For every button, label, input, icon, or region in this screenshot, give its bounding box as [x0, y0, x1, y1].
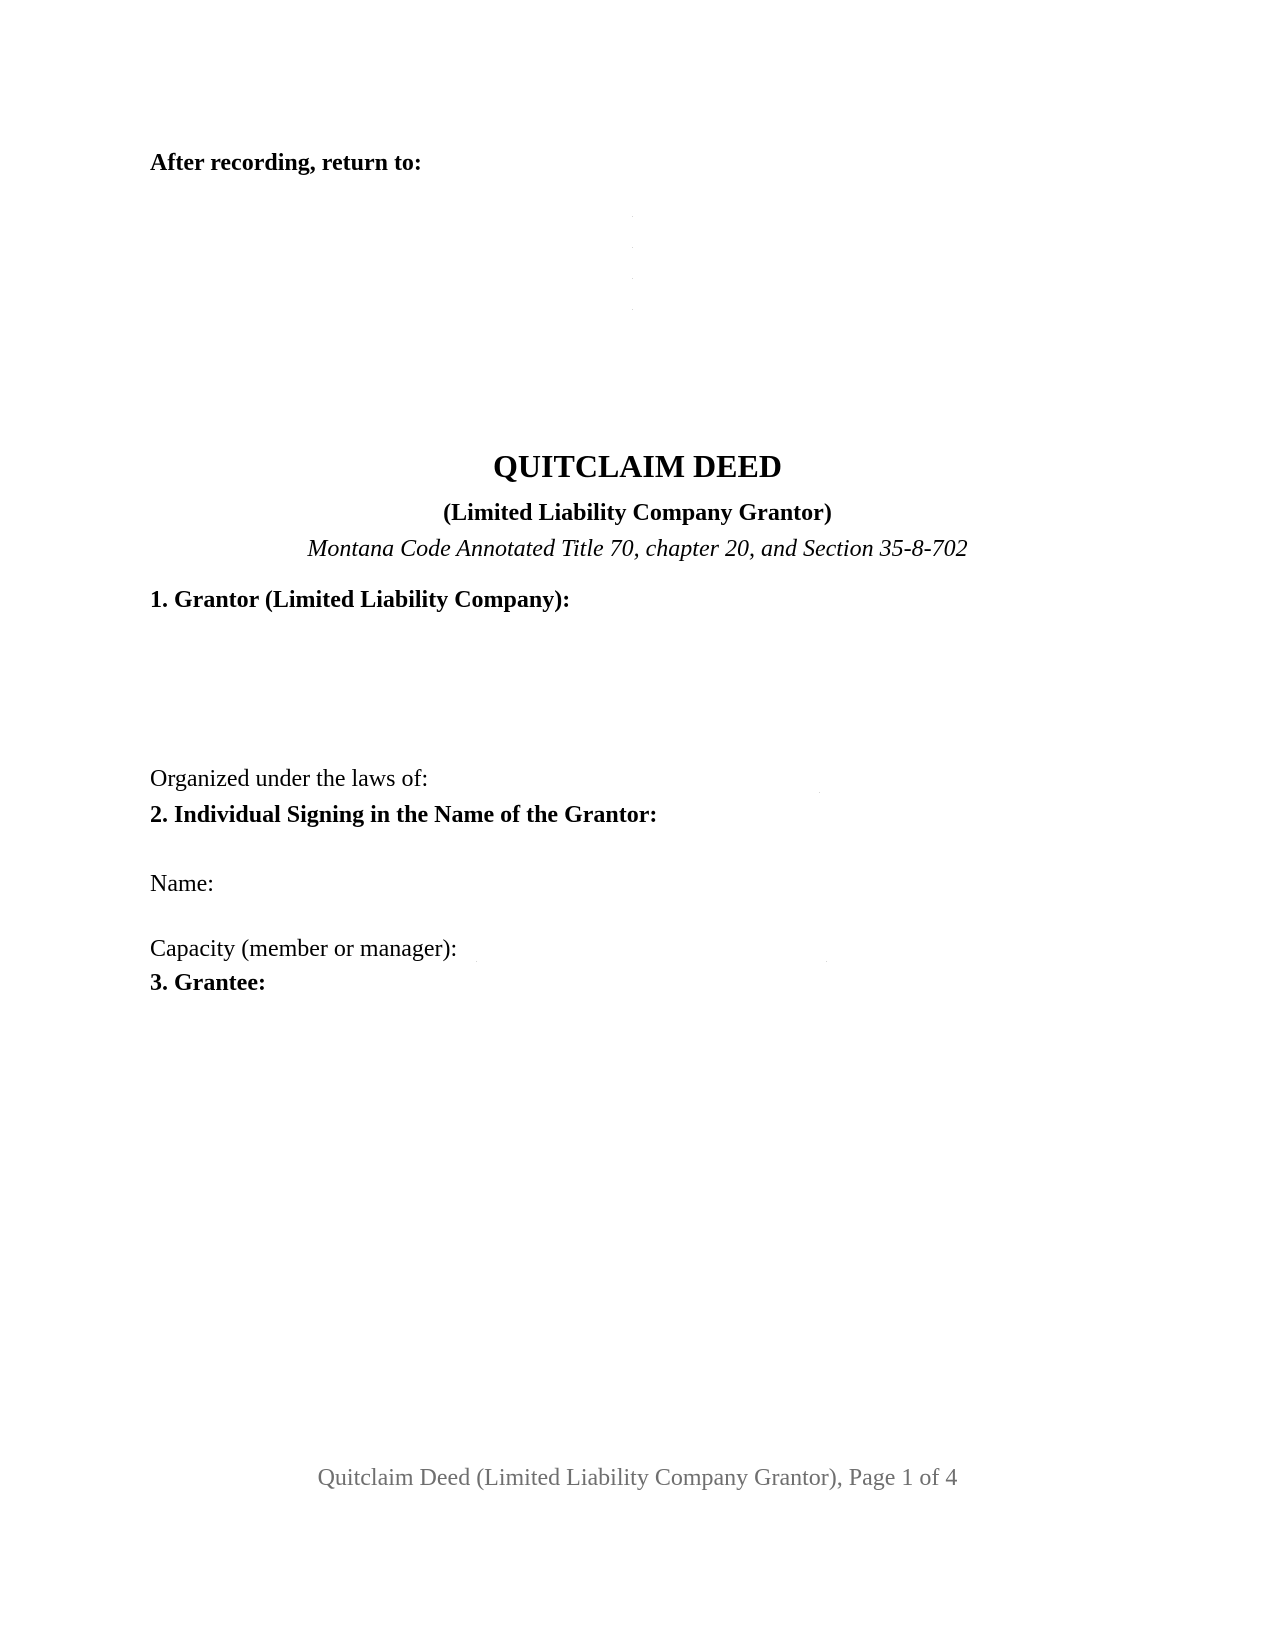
- document-title: QUITCLAIM DEED: [493, 448, 782, 484]
- scan-speck: [819, 792, 820, 793]
- section-heading-individual-signing: 2. Individual Signing in the Name of the Grantor:: [150, 802, 658, 828]
- scan-speck: [632, 278, 633, 279]
- scan-speck: [632, 216, 633, 217]
- statute-reference: Montana Code Annotated Title 70, chapter 20, and Section 35-8-702: [307, 536, 968, 562]
- scan-speck: [632, 309, 633, 310]
- document-subtitle: (Limited Liability Company Grantor): [443, 500, 832, 526]
- scan-speck: [632, 247, 633, 248]
- scan-speck: [826, 961, 827, 962]
- section-heading-grantee: 3. Grantee:: [150, 970, 266, 996]
- section-heading-grantor: 1. Grantor (Limited Liability Company):: [150, 587, 571, 613]
- return-address-label: After recording, return to:: [150, 150, 422, 176]
- page-footer: Quitclaim Deed (Limited Liability Company Grantor), Page 1 of 4: [317, 1465, 958, 1491]
- scan-speck: [476, 961, 477, 962]
- capacity-field-label: Capacity (member or manager):: [150, 936, 458, 962]
- name-field-label: Name:: [150, 871, 214, 897]
- organized-under-laws-label: Organized under the laws of:: [150, 766, 429, 792]
